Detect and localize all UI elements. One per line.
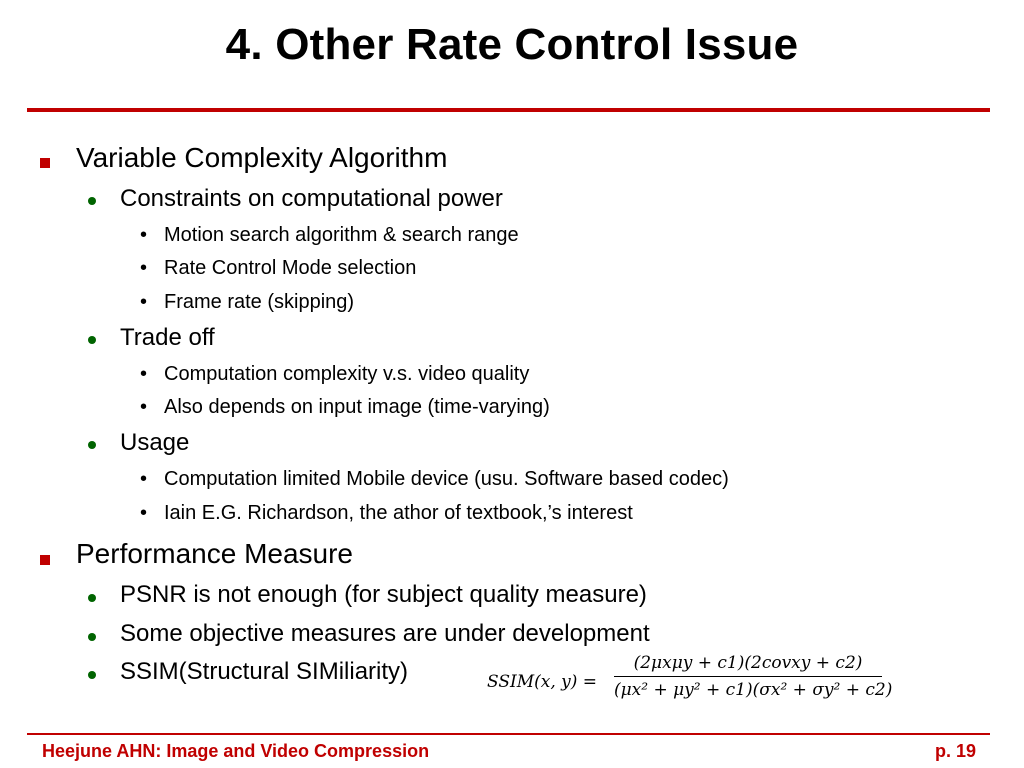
bullet-constraints: Constraints on computational power xyxy=(120,185,503,212)
square-bullet-icon xyxy=(40,555,50,565)
slide-title: 4. Other Rate Control Issue xyxy=(225,20,799,69)
bullet-rate-control-mode: Rate Control Mode selection xyxy=(164,257,417,279)
footer-divider xyxy=(27,733,990,735)
dot-bullet-icon xyxy=(88,633,96,641)
dot-bullet-icon xyxy=(88,336,96,344)
sub-bullet-icon: • xyxy=(140,363,148,385)
bullet-trade-off: Trade off xyxy=(120,324,215,351)
bullet-objective-measures: Some objective measures are under development xyxy=(120,620,650,647)
bullet-psnr: PSNR is not enough (for subject quality measure) xyxy=(120,581,647,608)
sub-bullet-icon: • xyxy=(140,468,148,490)
bullet-richardson: Iain E.G. Richardson, the athor of textbook,’s interest xyxy=(164,502,633,524)
bullet-motion-search: Motion search algorithm & search range xyxy=(164,224,519,246)
bullet-usage: Usage xyxy=(120,429,190,456)
bullet-ssim: SSIM(Structural SIMiliarity) xyxy=(120,658,409,685)
sub-bullet-icon: • xyxy=(140,396,148,418)
sub-bullet-icon: • xyxy=(140,502,148,524)
title-divider xyxy=(27,108,990,112)
formula-lhs: SSIM(x, y) = xyxy=(487,672,598,692)
bullet-variable-complexity: Variable Complexity Algorithm xyxy=(76,142,448,173)
formula-fraction xyxy=(614,653,893,700)
bullet-performance-measure: Performance Measure xyxy=(76,538,354,569)
bullet-mobile-device: Computation limited Mobile device (usu. Software based codec) xyxy=(164,468,729,490)
dot-bullet-icon xyxy=(88,441,96,449)
fraction-bar xyxy=(614,676,882,677)
dot-bullet-icon xyxy=(88,594,96,602)
sub-bullet-icon: • xyxy=(140,257,148,279)
dot-bullet-icon xyxy=(88,671,96,679)
bullet-frame-rate: Frame rate (skipping) xyxy=(164,291,355,313)
sub-bullet-icon: • xyxy=(140,224,148,246)
dot-bullet-icon xyxy=(88,197,96,205)
formula-numerator: (2μxμy + c1)(2covxy + c2) xyxy=(633,653,863,673)
sub-bullet-icon: • xyxy=(140,291,148,313)
bullet-input-image: Also depends on input image (time-varying) xyxy=(164,396,550,418)
square-bullet-icon xyxy=(40,158,50,168)
page-number: p. 19 xyxy=(934,741,976,761)
bullet-computation-complexity: Computation complexity v.s. video quality xyxy=(164,363,530,385)
formula-denominator: (μx² + μy² + c1)(σx² + σy² + c2) xyxy=(614,680,893,700)
footer-course-title: Heejune AHN: Image and Video Compression xyxy=(42,741,430,761)
